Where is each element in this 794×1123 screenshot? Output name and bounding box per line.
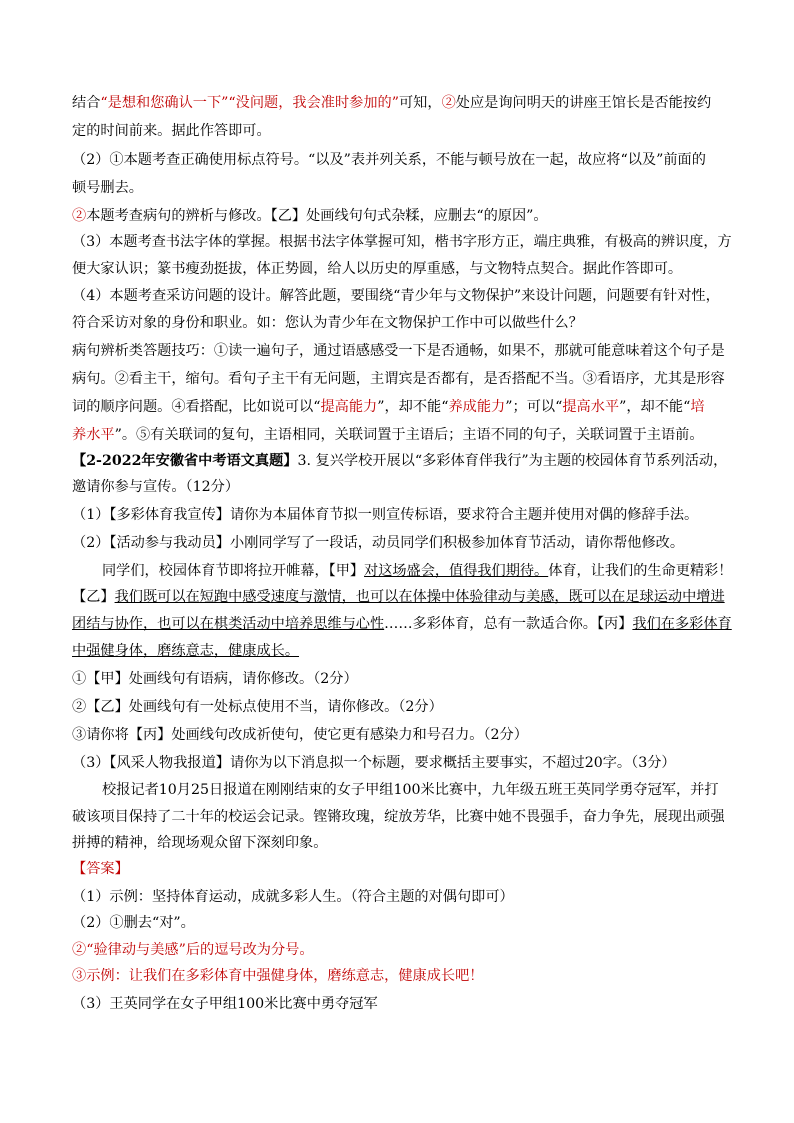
circled-number: ② [441,95,456,111]
text-run: ”，却不能“ [619,399,691,415]
analysis-line: 符合采访对象的身份和职业。如：您认为青少年在文物保护工作中可以做些什么？ [72,315,583,331]
text-run: ①本题考查正确使用标点符号。“以及”表并列关系，不能与顿号放在一起，故应将“以及”前面的 [109,152,706,168]
example-text: 提高能力 [320,399,378,415]
circled-number: ② [72,208,87,224]
text-run: 处应是询问明天的讲座王馆长是否能按约 [455,95,712,111]
underlined-sentence: 我们在多彩体育 [632,616,732,632]
answer-line: （2）①删去“对”。 [72,915,195,931]
tips-line [72,425,704,445]
text-run: 同学们，校园体育节即将拉开帷幕，【甲】 [102,563,365,579]
sub-question [72,533,684,553]
text-run: 小刚同学写了一段话，动员同学们积极参加体育节活动，请你帮他修改。 [230,535,685,551]
underlined-sentence: 对这场盛会，值得我们期待。 [364,563,549,579]
analysis-line [72,150,706,170]
analysis-line [72,206,548,226]
example-text: 培 [690,399,705,415]
analysis-line: （3）本题考查书法字体的掌握。根据书法字体掌握可知，楷书字形方正，端庄典雅，有极高的辨识度，方 [72,234,732,250]
text-run: 请你为以下消息拟一个标题，要求概括主要事实，不超过20字。（3分） [230,755,676,771]
question-source: 【2-2022年安徽省中考语文真题】 [72,453,298,469]
analysis-line: （4）本题考查采访问题的设计。解答此题，要围绕“青少年与文物保护”来设计问题，问题要有针对性， [72,288,720,304]
text-run: 3. 复兴学校开展以“多彩体育伴我行”为主题的校园体育节系列活动， [297,453,728,469]
example-text: 养水平 [72,427,115,443]
sub-item: ③请你将【丙】处画线句改成祈使句，使它更有感染力和号召力。（2分） [72,727,528,743]
text-run: 本题考查病句的辨析与修改。【乙】处画线句句式杂糅，应删去“的原因”。 [86,208,548,224]
quoted-text: “是想和您确认一下” [100,95,229,111]
question-stem: 邀请你参与宣传。（12分） [72,479,240,495]
tips-line: 病句辨析类答题技巧：①读一遍句子，通过语感感受一下是否通畅，如果不，那就可能意味着这个句子是 [72,343,725,359]
passage-line [72,587,725,607]
answer-line: （1）示例：坚持体育运动，成就多彩人生。（符合主题的对偶句即可） [72,889,514,905]
news-line: 破该项目保持了二十年的校运会记录。铿锵玫瑰，绽放芳华，比赛中她不畏强手，奋力争先，展现出顽强 [72,809,725,825]
text-run: 结合 [72,95,101,111]
analysis-line: 顿号删去。 [72,180,143,196]
answer-line: （3）王英同学在女子甲组100米比赛中勇夺冠军 [72,996,378,1012]
sub-item: ②【乙】处画线句有一处标点使用不当，请你修改。（2分） [72,699,443,715]
sub-item: ①【甲】处画线句有语病，请你修改。（2分） [72,671,358,687]
analysis-line: 便大家认识；篆书瘦劲挺拔，体正势圆，给人以历史的厚重感，与文物特点契合。据此作答即可。 [72,261,683,277]
text-run: ”。⑤有关联词的复句，主语相同，关联词置于主语后；主语不同的句子，关联词置于主语前。 [114,427,704,443]
tips-line [72,397,705,417]
item-number: （2） [72,535,110,551]
text-run: ……多彩体育，总有一款适合你。【丙】 [384,616,633,632]
text-run: ”；可以“ [505,399,563,415]
passage-line [102,561,732,581]
answer-heading: 【答案】 [72,861,129,877]
sub-question-title: 【活动参与我动员】 [109,535,230,551]
news-line: 拼搏的精神，给现场观众留下深刻印象。 [72,835,328,851]
example-text: 养成能力 [448,399,506,415]
sub-question-title: 【风采人物我报道】 [109,755,230,771]
sub-question [72,753,676,773]
item-number: （3） [72,755,110,771]
analysis-line: 定的时间前来。据此作答即可。 [72,123,271,139]
example-text: 提高水平 [562,399,620,415]
item-number: （2） [72,152,110,168]
text-run: 请你为本届体育节拟一则宣传标语，要求符合主题并使用对偶的修辞手法。 [230,507,699,523]
item-number: （1） [72,507,110,523]
text-run: ”，却不能“ [377,399,449,415]
underlined-sentence: 中强健身体，磨练意志，健康成长。 [72,643,300,659]
news-line: 校报记者10月25日报道在刚刚结束的女子甲组100米比赛中，九年级五班王英同学勇夺冠军，并打 [102,782,719,798]
question-stem [72,451,727,471]
text-run: 可知， [398,95,442,111]
sub-question [72,505,698,525]
answer-line: ③示例：让我们在多彩体育中强健身体，磨练意志，健康成长吧！ [72,968,484,984]
passage-line [72,641,299,661]
text-run: 词的顺序问题。④看搭配，比如说可以“ [72,399,321,415]
underlined-sentence: 团结与协作，也可以在棋类活动中培养思维与心性 [72,616,385,632]
passage-line [72,614,732,634]
underlined-sentence: 我们既可以在短跑中感受速度与激情，也可以在体操中体验律动与美感，既可以在足球运动中增进 [114,589,725,605]
tips-line: 病句。②看主干，缩句。看句子主干有无问题，主谓宾是否都有，是否搭配不当。③看语序，尤其是形容 [72,371,725,387]
text-run: 【乙】 [72,589,115,605]
answer-line: ②“验律动与美感”后的逗号改为分号。 [72,942,314,958]
quoted-text: “没问题，我会准时参加的” [228,95,399,111]
analysis-line [72,93,711,113]
sub-question-title: 【多彩体育我宣传】 [109,507,230,523]
text-run: 体育，让我们的生命更精彩！ [548,563,733,579]
